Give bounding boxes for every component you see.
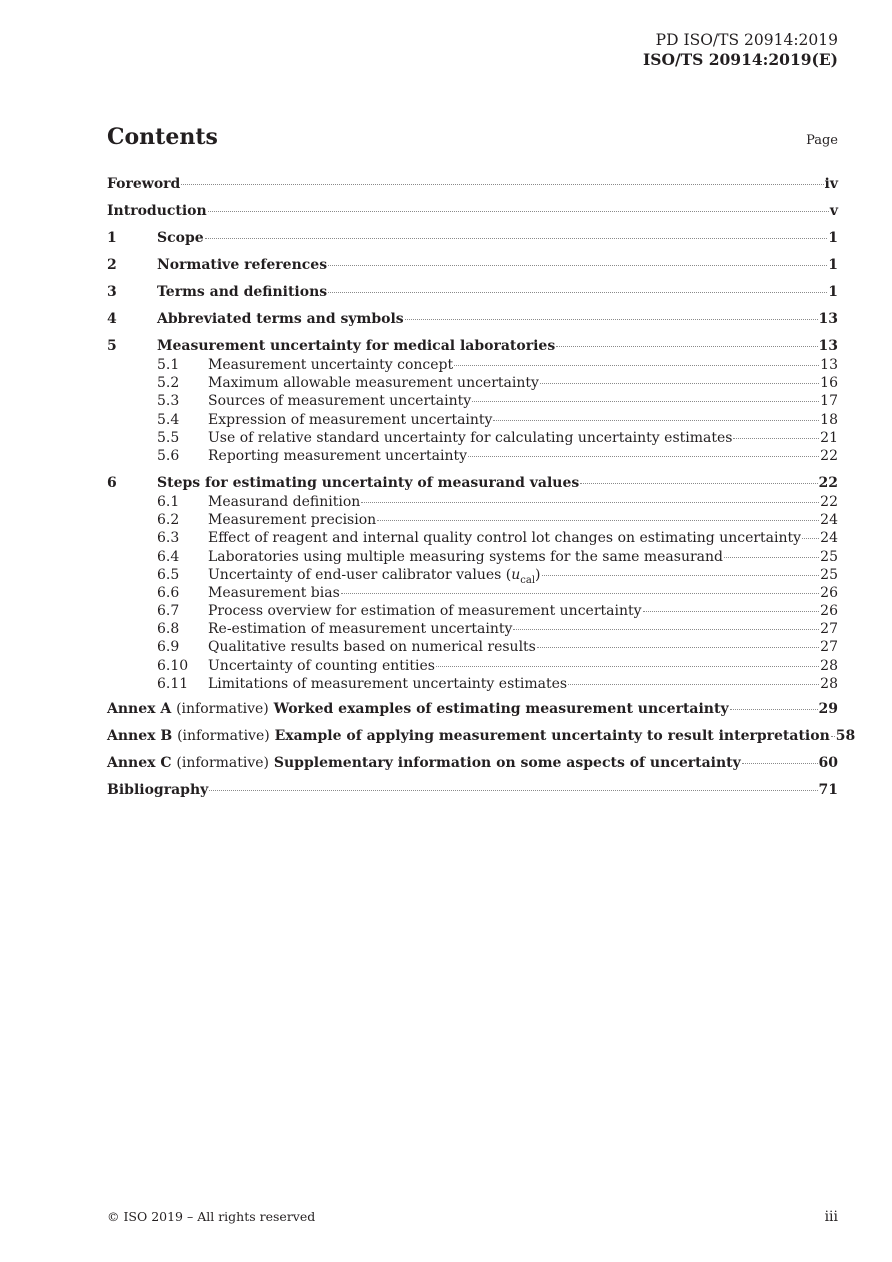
toc-entry-6-8[interactable]	[107, 620, 838, 638]
toc-title-subscript: cal	[520, 574, 536, 586]
toc-entry-page: 24	[820, 530, 838, 547]
toc-entry-title: Sources of measurement uncertainty	[208, 393, 472, 410]
dot-leader	[209, 790, 817, 791]
annex-label: Annex B	[107, 727, 173, 744]
toc-entry-6-2[interactable]	[107, 511, 838, 529]
toc-entry-6-5[interactable]	[107, 566, 838, 584]
toc-entry-number: 6.4	[157, 548, 180, 565]
dot-leader	[341, 593, 819, 594]
dot-leader	[643, 611, 820, 612]
header-designation-iso: ISO/TS 20914:2019(E)	[643, 50, 838, 69]
annex-type: (informative)	[176, 700, 269, 717]
toc-entry-page: v	[829, 203, 838, 219]
toc-entry-title: Reporting measurement uncertainty	[208, 447, 468, 464]
copyright-notice: © ISO 2019 – All rights reserved	[107, 1209, 316, 1224]
dot-leader	[513, 629, 819, 630]
annex-type: (informative)	[177, 727, 270, 744]
toc-entry-section-5[interactable]	[107, 336, 838, 356]
toc-entry-page: 29	[818, 700, 838, 717]
toc-entry-terms-and-definitions[interactable]	[107, 282, 838, 309]
toc-entry-title: Use of relative standard uncertainty for calculating uncertainty estimates	[208, 429, 733, 446]
toc-entry-page: 1	[828, 230, 838, 246]
table-of-contents	[107, 174, 856, 807]
toc-entry-title: Process overview for estimation of measurement uncertainty	[208, 603, 642, 620]
toc-entry-5-1[interactable]	[107, 356, 838, 374]
dot-leader	[205, 238, 828, 239]
toc-entry-title: Abbreviated terms and symbols	[157, 311, 404, 327]
dot-leader	[802, 538, 819, 539]
toc-entry-title: Laboratories using multiple measuring systems for the same measurand	[208, 548, 723, 565]
page-number: iii	[824, 1209, 838, 1225]
toc-entry-page: 25	[820, 548, 838, 565]
dot-leader	[405, 319, 818, 320]
toc-entry-title: Introduction	[107, 203, 207, 219]
dot-leader	[468, 456, 819, 457]
dot-leader	[328, 265, 827, 266]
toc-entry-number: 5.1	[157, 357, 180, 373]
toc-entry-title: Measurement uncertainty concept	[208, 357, 454, 373]
toc-entry-annex-a[interactable]	[107, 699, 838, 726]
dot-leader	[361, 502, 819, 503]
dot-leader	[472, 401, 819, 402]
toc-entry-number: 6.5	[157, 566, 180, 583]
toc-entry-title: Measurement precision	[208, 512, 377, 529]
dot-leader	[742, 763, 818, 764]
dot-leader	[724, 557, 819, 558]
dot-leader	[580, 483, 817, 484]
toc-entry-page: 22	[820, 493, 838, 510]
annex-type: (informative)	[176, 754, 270, 771]
dot-leader	[436, 666, 819, 667]
toc-entry-title	[107, 726, 830, 746]
toc-entry-title: Normative references	[157, 257, 328, 273]
header-designation-pd: PD ISO/TS 20914:2019	[655, 31, 838, 49]
toc-entry-title: Steps for estimating uncertainty of measurand values	[157, 474, 580, 491]
toc-entry-page: 28	[820, 657, 838, 674]
toc-entry-introduction[interactable]	[107, 201, 838, 228]
toc-entry-page: 58	[835, 727, 856, 744]
annex-title: Worked examples of estimating measurement uncertainty	[273, 700, 729, 717]
dot-leader	[537, 647, 819, 648]
dot-leader	[733, 438, 819, 439]
toc-entry-title	[107, 753, 741, 773]
dot-leader	[540, 383, 819, 384]
toc-entry-annex-c[interactable]	[107, 753, 838, 780]
toc-entry-page: 27	[820, 639, 838, 656]
toc-entry-number: 6.10	[157, 657, 189, 674]
toc-entry-number: 5.2	[157, 375, 180, 392]
dot-leader	[568, 684, 819, 685]
toc-entry-number: 6.8	[157, 621, 180, 638]
toc-entry-number: 6.1	[157, 493, 180, 510]
dot-leader	[454, 365, 819, 366]
toc-entry-number: 6.6	[157, 584, 180, 601]
toc-entry-number: 5	[107, 338, 117, 354]
dot-leader	[493, 420, 819, 421]
toc-entry-title	[107, 699, 729, 719]
toc-entry-annex-b[interactable]	[107, 726, 856, 753]
toc-entry-number: 5.4	[157, 411, 180, 428]
toc-entry-5-2[interactable]	[107, 374, 838, 392]
toc-entry-title: Measurand definition	[208, 493, 361, 510]
toc-entry-page: 22	[820, 447, 838, 464]
toc-entry-title: Measurement bias	[208, 584, 340, 601]
toc-entry-foreword[interactable]	[107, 174, 838, 201]
toc-entry-title: Expression of measurement uncertainty	[208, 411, 493, 428]
toc-entry-title: Measurement uncertainty for medical laboratories	[157, 338, 556, 354]
toc-entry-6-3[interactable]	[107, 529, 838, 547]
dot-leader	[556, 346, 817, 347]
toc-entry-5-3[interactable]	[107, 392, 838, 410]
toc-entry-page: 60	[818, 754, 838, 771]
document-header	[643, 30, 838, 70]
toc-entry-page: 16	[820, 375, 838, 392]
toc-entry-title: Qualitative results based on numerical results	[208, 639, 536, 656]
toc-entry-title: Maximum allowable measurement uncertainty	[208, 375, 539, 392]
contents-title: Contents	[107, 124, 218, 150]
toc-entry-number: 5.6	[157, 447, 180, 464]
annex-label: Annex C	[107, 754, 172, 771]
toc-entry-page: 25	[820, 566, 838, 583]
toc-entry-page: 18	[820, 411, 838, 428]
toc-entry-title: Scope	[157, 230, 204, 246]
toc-entry-number: 6	[107, 474, 117, 491]
toc-entry-title: Foreword	[107, 176, 181, 192]
toc-entry-5-5[interactable]	[107, 429, 838, 447]
dot-leader	[831, 736, 835, 737]
toc-entry-number: 6.11	[157, 675, 189, 692]
toc-entry-6-1[interactable]	[107, 493, 838, 511]
toc-entry-number: 5.3	[157, 393, 180, 410]
toc-entry-page: 24	[820, 512, 838, 529]
toc-title-text: )	[535, 566, 541, 583]
annex-label: Annex A	[107, 700, 172, 717]
page-column-label: Page	[806, 133, 838, 148]
toc-entry-page: 26	[820, 584, 838, 601]
dot-leader	[542, 575, 820, 576]
toc-title-variable: u	[511, 566, 521, 583]
toc-entry-number: 1	[107, 230, 117, 246]
toc-entry-page: 13	[818, 311, 838, 327]
toc-entry-page: 22	[818, 474, 838, 491]
toc-entry-6-9[interactable]	[107, 638, 838, 656]
toc-entry-page: iv	[824, 176, 838, 192]
toc-entry-number: 6.3	[157, 530, 180, 547]
toc-entry-number: 3	[107, 284, 117, 300]
toc-entry-abbreviated-terms[interactable]	[107, 309, 838, 336]
toc-entry-page: 17	[820, 393, 838, 410]
toc-entry-title: Bibliography	[107, 781, 209, 798]
toc-entry-page: 1	[828, 284, 838, 300]
toc-entry-6-11[interactable]	[107, 675, 838, 699]
toc-entry-number: 6.7	[157, 603, 180, 620]
toc-entry-page: 26	[820, 603, 838, 620]
toc-entry-title: Uncertainty of counting entities	[208, 657, 435, 674]
toc-entry-title: Limitations of measurement uncertainty estimates	[208, 675, 568, 692]
toc-entry-page: 1	[828, 257, 838, 273]
annex-title: Example of applying measurement uncertainty to result interpretation	[274, 727, 830, 744]
toc-entry-6-7[interactable]	[107, 602, 838, 620]
toc-entry-page: 13	[818, 338, 838, 354]
toc-entry-normative-references[interactable]	[107, 255, 838, 282]
dot-leader	[328, 292, 827, 293]
dot-leader	[208, 211, 829, 212]
page-footer	[107, 1209, 838, 1225]
toc-entry-section-6[interactable]	[107, 473, 838, 493]
annex-title: Supplementary information on some aspects of uncertainty	[273, 754, 741, 771]
toc-entry-page: 28	[820, 675, 838, 692]
toc-entry-number: 6.9	[157, 639, 180, 656]
dot-leader	[181, 184, 823, 185]
toc-title-text: Uncertainty of end-user calibrator values (	[208, 566, 512, 583]
toc-entry-title: Re-estimation of measurement uncertainty	[208, 621, 513, 638]
toc-entry-title: Effect of reagent and internal quality control lot changes on estimating uncertainty	[208, 530, 802, 547]
toc-entry-6-4[interactable]	[107, 548, 838, 566]
toc-entry-number: 6.2	[157, 512, 180, 529]
toc-entry-6-10[interactable]	[107, 657, 838, 675]
toc-entry-page: 21	[820, 429, 838, 446]
toc-entry-page: 27	[820, 621, 838, 638]
dot-leader	[730, 709, 818, 710]
toc-entry-page: 13	[820, 357, 838, 373]
toc-entry-title: Terms and definitions	[157, 284, 328, 300]
toc-entry-bibliography[interactable]	[107, 780, 838, 807]
toc-entry-number: 4	[107, 311, 117, 327]
toc-entry-5-6[interactable]	[107, 447, 838, 473]
toc-entry-page: 71	[818, 781, 838, 798]
toc-entry-number: 2	[107, 257, 117, 273]
dot-leader	[377, 520, 819, 521]
toc-entry-scope[interactable]	[107, 228, 838, 255]
toc-entry-number: 5.5	[157, 429, 180, 446]
toc-entry-5-4[interactable]	[107, 411, 838, 429]
